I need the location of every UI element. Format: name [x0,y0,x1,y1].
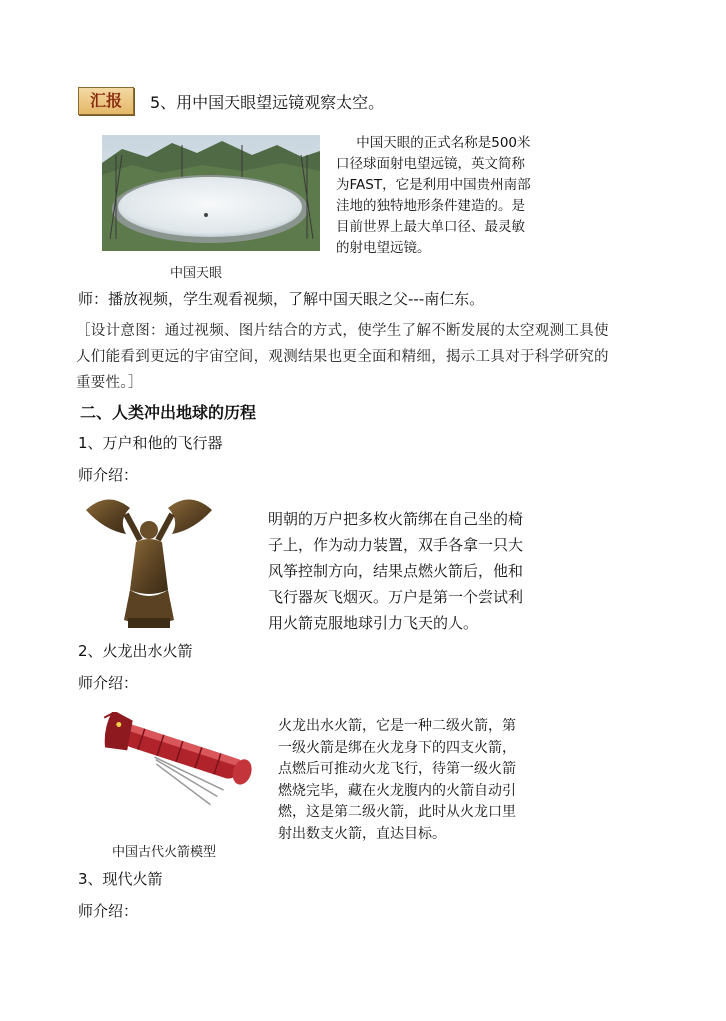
rocket-image-caption: 中国古代火箭模型 [112,845,217,860]
section3-intro: 师介绍： [78,902,139,920]
section1-title: 1、万户和他的飞行器 [78,434,223,452]
section2-desc-line-1: 火龙出水火箭，它是一种二级火箭，第 [278,718,516,734]
fire-dragon-rocket-image [96,712,256,812]
fast-desc-line-5: 目前世界上最大单口径、最灵敏 [336,219,525,235]
fast-desc-line-2: 口径球面射电望远镜，英文简称 [336,156,525,172]
fast-telescope-illustration [102,135,320,251]
fast-desc-lines [336,154,546,259]
design-intent-line-1: ［设计意图：通过视频、图片结合的方式，使学生了解不断发展的太空观测工具使 [76,323,609,339]
section-badge: 汇报 [78,87,134,115]
section2-desc-line-2: 一级火箭是绑在火龙身下的四支火箭， [278,739,516,756]
design-intent-line-3: 重要性。］ [76,375,143,391]
section1-desc-line-4: 飞行器灰飞烟灭。万户是第一个尝试利 [268,588,524,606]
heading-human-leaving-earth: 二、人类冲出地球的历程 [80,403,257,422]
section3-title: 3、现代火箭 [78,870,163,888]
section2-title: 2、火龙出水火箭 [78,642,193,660]
fast-image-caption: 中国天眼 [170,266,223,281]
teacher-video-line: 师：播放视频，学生观看视频，了解中国天眼之父---南仁东。 [78,290,485,308]
fast-telescope-image [102,135,320,251]
wanhu-statue-illustration [78,490,220,630]
design-intent-line-2: 人们能看到更远的宇宙空间，观测结果也更全面和精细，揭示工具对于科学研究的 [76,349,609,365]
fast-desc-line-4: 洼地的独特地形条件建造的。是 [336,198,525,214]
fast-desc-line-6: 的射电望远镜。 [336,240,431,256]
fast-desc-line-3: 为FAST，它是利用中国贵州南部 [336,177,531,193]
section2-desc-line-3: 点燃后可推动火龙飞行，待第一级火箭 [278,761,516,777]
fast-desc-wrapper [336,133,546,154]
section1-desc-line-1: 明朝的万户把多枚火箭绑在自己坐的椅 [268,510,524,528]
section1-desc-line-2: 子上，作为动力装置，双手各拿一只大 [268,536,524,554]
section2-desc [278,716,548,845]
section2-desc-line-4: 燃烧完毕，藏在火龙腹内的火箭自动引 [278,782,516,799]
section1-desc-line-3: 风筝控制方向，结果点燃火箭后，他和 [268,562,524,580]
fast-desc-line-1: 中国天眼的正式名称是500米 [356,135,531,151]
design-intent [76,318,656,396]
heading-fast-telescope: 5、用中国天眼望远镜观察太空。 [150,93,385,112]
wanhu-statue-image [78,490,220,630]
section2-intro: 师介绍： [78,674,139,692]
fire-dragon-rocket-illustration [96,712,256,812]
section1-desc [268,506,558,636]
section1-intro: 师介绍： [78,466,139,484]
section1-desc-line-5: 用火箭克服地球引力飞天的人。 [268,614,479,632]
section2-desc-line-5: 燃，这是第二级火箭，此时从火龙口里 [278,804,516,820]
section2-desc-line-6: 射出数支火箭，直达目标。 [278,825,446,842]
